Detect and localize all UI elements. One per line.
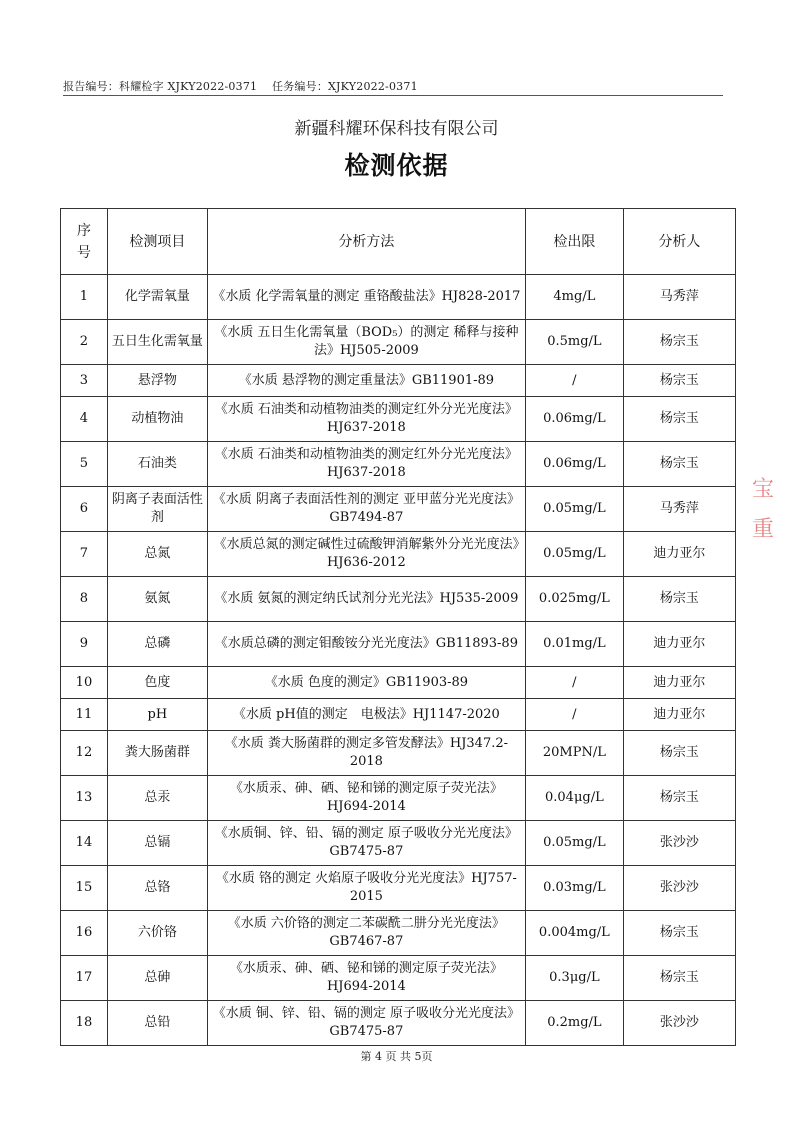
row-no: 5 xyxy=(61,442,108,487)
row-limit: 20MPN/L xyxy=(525,731,623,776)
row-analyst: 马秀萍 xyxy=(623,275,735,320)
row-limit: 0.06mg/L xyxy=(525,442,623,487)
row-item: 总磷 xyxy=(107,622,207,667)
row-method: 《水质 色度的测定》GB11903-89 xyxy=(207,667,525,699)
stamp-char-1: 宝 xyxy=(752,477,775,502)
row-method: 《水质 六价铬的测定二苯碳酰二肼分光光度法》GB7467-87 xyxy=(207,911,525,956)
row-method: 《水质 粪大肠菌群的测定多管发酵法》HJ347.2-2018 xyxy=(207,731,525,776)
row-item: 六价铬 xyxy=(107,911,207,956)
row-analyst: 杨宗玉 xyxy=(623,911,735,956)
row-item: 悬浮物 xyxy=(107,365,207,397)
table-row xyxy=(61,275,736,320)
row-item: 氨氮 xyxy=(107,577,207,622)
row-no: 2 xyxy=(61,320,108,365)
table-row xyxy=(61,731,736,776)
row-no: 6 xyxy=(61,487,108,532)
row-analyst: 张沙沙 xyxy=(623,866,735,911)
table-row xyxy=(61,776,736,821)
table-row xyxy=(61,577,736,622)
report-no-label: 报告编号： xyxy=(63,80,119,93)
row-limit: 0.2mg/L xyxy=(525,1001,623,1046)
row-no: 4 xyxy=(61,397,108,442)
row-analyst: 杨宗玉 xyxy=(623,776,735,821)
row-no: 16 xyxy=(61,911,108,956)
row-no: 7 xyxy=(61,532,108,577)
row-limit: 0.004mg/L xyxy=(525,911,623,956)
row-item: 总砷 xyxy=(107,956,207,1001)
row-item: 总铬 xyxy=(107,866,207,911)
row-no: 11 xyxy=(61,699,108,731)
row-item: 石油类 xyxy=(107,442,207,487)
row-method: 《水质 铬的测定 火焰原子吸收分光光度法》HJ757-2015 xyxy=(207,866,525,911)
row-method: 《水质汞、砷、硒、铋和锑的测定原子荧光法》HJ694-2014 xyxy=(207,956,525,1001)
row-limit: 0.06mg/L xyxy=(525,397,623,442)
header-analyst: 分析人 xyxy=(623,209,735,275)
row-limit: / xyxy=(525,667,623,699)
header-no-line2: 号 xyxy=(76,244,91,261)
table-row xyxy=(61,667,736,699)
row-analyst: 迪力亚尔 xyxy=(623,699,735,731)
row-limit: 4mg/L xyxy=(525,275,623,320)
table-row xyxy=(61,1001,736,1046)
row-analyst: 迪力亚尔 xyxy=(623,622,735,667)
row-limit: 0.03mg/L xyxy=(525,866,623,911)
row-limit: 0.05mg/L xyxy=(525,821,623,866)
row-item: 动植物油 xyxy=(107,397,207,442)
company-name: 新疆科耀环保科技有限公司 xyxy=(294,119,499,139)
table-row xyxy=(61,320,736,365)
task-no: XJKY2022-0371 xyxy=(328,80,418,93)
row-limit: 0.01mg/L xyxy=(525,622,623,667)
header-no-line1: 序 xyxy=(76,222,91,239)
report-no: 科耀检字 XJKY2022-0371 xyxy=(119,80,258,93)
table-header-row xyxy=(61,209,736,275)
stamp-char-2: 重 xyxy=(752,517,775,542)
row-method: 《水质 铜、锌、铅、镉的测定 原子吸收分光光度法》GB7475-87 xyxy=(207,1001,525,1046)
row-item: 总镉 xyxy=(107,821,207,866)
header-no xyxy=(61,209,108,275)
table-row xyxy=(61,532,736,577)
row-analyst: 杨宗玉 xyxy=(623,397,735,442)
table-row xyxy=(61,866,736,911)
row-item: 五日生化需氧量 xyxy=(107,320,207,365)
row-limit: 0.3μg/L xyxy=(525,956,623,1001)
row-item: 总氮 xyxy=(107,532,207,577)
table-row xyxy=(61,699,736,731)
row-method: 《水质 悬浮物的测定重量法》GB11901-89 xyxy=(207,365,525,397)
row-no: 18 xyxy=(61,1001,108,1046)
row-limit: 0.05mg/L xyxy=(525,487,623,532)
table-row xyxy=(61,397,736,442)
row-analyst: 杨宗玉 xyxy=(623,731,735,776)
table-row xyxy=(61,956,736,1001)
page-title: 检测依据 xyxy=(344,151,449,180)
row-limit: 0.5mg/L xyxy=(525,320,623,365)
row-analyst: 杨宗玉 xyxy=(623,365,735,397)
table-row xyxy=(61,442,736,487)
row-analyst: 杨宗玉 xyxy=(623,442,735,487)
row-method: 《水质总氮的测定碱性过硫酸钾消解紫外分光光度法》HJ636-2012 xyxy=(207,532,525,577)
header-method: 分析方法 xyxy=(207,209,525,275)
row-analyst: 张沙沙 xyxy=(623,821,735,866)
row-analyst: 迪力亚尔 xyxy=(623,532,735,577)
seal-stamp-fragment xyxy=(752,470,774,550)
row-no: 3 xyxy=(61,365,108,397)
row-item: 阴离子表面活性剂 xyxy=(107,487,207,532)
table-row xyxy=(61,622,736,667)
row-analyst: 马秀萍 xyxy=(623,487,735,532)
row-limit: 0.025mg/L xyxy=(525,577,623,622)
table-row xyxy=(61,365,736,397)
row-method: 《水质 阴离子表面活性剂的测定 亚甲蓝分光光度法》GB7494-87 xyxy=(207,487,525,532)
row-method: 《水质 pH值的测定 电极法》HJ1147-2020 xyxy=(207,699,525,731)
row-analyst: 杨宗玉 xyxy=(623,956,735,1001)
row-analyst: 杨宗玉 xyxy=(623,577,735,622)
row-method: 《水质 五日生化需氧量（BOD₅）的测定 稀释与接种法》HJ505-2009 xyxy=(207,320,525,365)
row-analyst: 张沙沙 xyxy=(623,1001,735,1046)
row-no: 10 xyxy=(61,667,108,699)
table-row xyxy=(61,487,736,532)
row-item: pH xyxy=(107,699,207,731)
row-method: 《水质 化学需氧量的测定 重铬酸盐法》HJ828-2017 xyxy=(207,275,525,320)
row-method: 《水质汞、砷、硒、铋和锑的测定原子荧光法》HJ694-2014 xyxy=(207,776,525,821)
table-row xyxy=(61,911,736,956)
testing-basis-table xyxy=(60,208,736,1046)
row-limit: / xyxy=(525,699,623,731)
row-no: 8 xyxy=(61,577,108,622)
row-item: 化学需氧量 xyxy=(107,275,207,320)
row-method: 《水质 石油类和动植物油类的测定红外分光光度法》HJ637-2018 xyxy=(207,397,525,442)
row-no: 15 xyxy=(61,866,108,911)
header-limit: 检出限 xyxy=(525,209,623,275)
table-row xyxy=(61,821,736,866)
row-item: 总汞 xyxy=(107,776,207,821)
row-analyst: 迪力亚尔 xyxy=(623,667,735,699)
row-method: 《水质铜、锌、铅、镉的测定 原子吸收分光光度法》GB7475-87 xyxy=(207,821,525,866)
row-item: 色度 xyxy=(107,667,207,699)
row-analyst: 杨宗玉 xyxy=(623,320,735,365)
page-number: 第 4 页 共 5页 xyxy=(360,1050,433,1063)
row-limit: / xyxy=(525,365,623,397)
report-header xyxy=(63,78,418,94)
row-no: 12 xyxy=(61,731,108,776)
row-no: 13 xyxy=(61,776,108,821)
row-method: 《水质 石油类和动植物油类的测定红外分光光度法》HJ637-2018 xyxy=(207,442,525,487)
row-method: 《水质总磷的测定钼酸铵分光光度法》GB11893-89 xyxy=(207,622,525,667)
row-limit: 0.04μg/L xyxy=(525,776,623,821)
row-limit: 0.05mg/L xyxy=(525,532,623,577)
row-item: 粪大肠菌群 xyxy=(107,731,207,776)
row-no: 17 xyxy=(61,956,108,1001)
header-item: 检测项目 xyxy=(107,209,207,275)
row-no: 1 xyxy=(61,275,108,320)
header-divider xyxy=(63,95,723,96)
row-no: 9 xyxy=(61,622,108,667)
row-method: 《水质 氨氮的测定纳氏试剂分光光法》HJ535-2009 xyxy=(207,577,525,622)
row-no: 14 xyxy=(61,821,108,866)
task-no-label: 任务编号： xyxy=(272,80,329,93)
row-item: 总铅 xyxy=(107,1001,207,1046)
